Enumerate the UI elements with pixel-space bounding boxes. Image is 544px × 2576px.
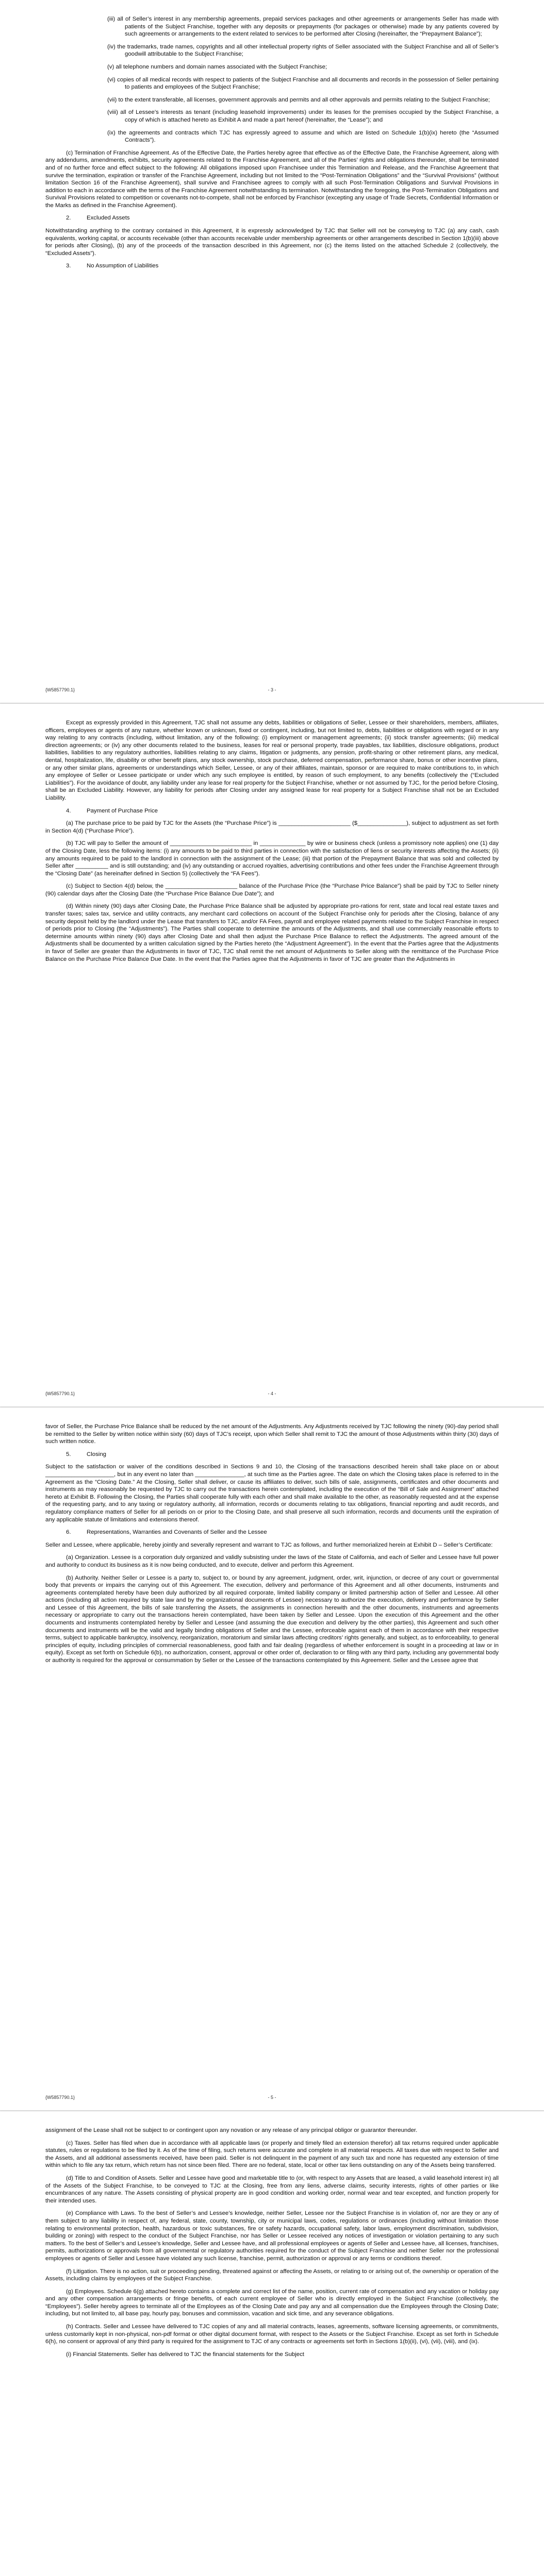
page-body <box>45 719 499 968</box>
paragraph: (c) Subject to Section 4(d) below, the ______________________ balance of the Purchase Price (the “Purchase Price Balance”) shall be paid by TJC to Seller ninety (90) calendar days after the Closing Date (the “Purchase Price Balance Due Date”); and <box>45 883 499 897</box>
paragraph: (iv) the trademarks, trade names, copyrights and all other intellectual property rights of Seller associated with the Subject Franchise and all of Seller’s goodwill attributable to the Subject Franchise; <box>107 43 499 58</box>
paragraph: (iii) all of Seller’s interest in any membership agreements, prepaid services packages and other agreements or arrangements Seller has made with patients of the Subject Franchise, together with any deposits or prepayments (for packages or otherwise) made by any patients covered by such agreements or arrangements to the extent related to services to be performed after Closing (hereinafter, the “Prepayment Balance”); <box>107 16 499 38</box>
section-heading: 4. Payment of Purchase Price <box>66 807 158 814</box>
paragraph: Subject to the satisfaction or waiver of the conditions described in Sections 9 and 10, the Closing of the transactions described herein shall take place on or about _____________________, but in any event no later than _______________, at such time as the Parties agree. The date on which the Closing takes place is referred to in the Agreement as the “Closing Date.” At the Closing, Seller shall deliver, or cause its affiliates to deliver, such bills of sale, assignments, certificates and other documents and instruments as may reasonably be requested by TJC to carry out the transactions herein contemplated, including the execution of the “Bill of Sale and Assignment” attached hereto at Exhibit B. Following the Closing, the Parties shall cooperate fully with each other and shall make available to the other, as reasonably requested and at the expense of the requesting party, and to any taxing or regulatory authority, all information, records or documents relating to tax obligations, financial reporting and audit records, and regulatory compliance matters of Seller for all periods on or prior to the Closing Date, and shall preserve all such information, records and documents until the expiration of any applicable statute of limitations and extensions thereof. <box>45 1464 499 1523</box>
paragraph: (d) Within ninety (90) days after Closing Date, the Purchase Price Balance shall be adjusted by appropriate pro-rations for rent, state and local real estate taxes and transfer taxes; sales tax, service and utility contracts, any merchant card collections on account of the Subject Franchise only for periods after the Closing, balance of any security deposit held by the landlord under the Lease that transfers to TJC, and/or FA Fees, payroll and employee related payments related to the Subject Franchise in respect of periods prior to Closing (the “Adjustments”). The Parties shall cooperate to determine the amounts of the Adjustments, and shall use commercially reasonable efforts to determine amounts within ninety (90) days after Closing Date and shall then adjust the Purchase Price Balance to reflect the Adjustments. The agreed amount of the Adjustments shall be documented by a written calculation signed by the Parties hereto (the “Adjustment Agreement”). In the event that the Parties agree that the Adjustments in favor of Seller are greater than the Adjustments in favor of TJC, TJC shall remit the net amount of Adjustments to Seller along with the remittance of the Purchase Price Balance on the Purchase Price Balance Due Date. In the event that the Parties agree that the Adjustments in favor of TJC are greater than the Adjustments in <box>45 903 499 962</box>
paragraph: (v) all telephone numbers and domain names associated with the Subject Franchise; <box>107 63 327 70</box>
paragraph: (b) TJC will pay to Seller the amount of _________________________ in ______________ by wire or business check (unless a promissory note applies) one (1) day of the Closing Date, less the following items: (i) any amounts to be paid to third parties in connection with the satisfaction of liens or security interests affecting the Assets; (ii) any amounts required to be paid to the landlord in connection with the assignment of the Lease; (iii) that portion of the Prepayment Balance that was sold and collected by Seller after __________ and is still outstanding; and (iv) any outstanding or accrued royalties, advertising contributions and other fees under the Franchise Agreement through the “Closing Date” (as hereinafter defined in Section 5) (collectively the “FA Fees”). <box>45 840 499 877</box>
paragraph: Except as expressly provided in this Agreement, TJC shall not assume any debts, liabilities or obligations of Seller, Lessee or their shareholders, members, affiliates, officers, employees or agents of any nature, whether known or unknown, fixed or contingent, including, but not limited to, debts, liabilities or obligations with regard or in any way relating to any contracts (including, without limitation, any of the following: (i) employment or management agreements; (ii) stock transfer agreements; (iii) medical direction agreements; or (iv) any other documents related to the business, leases for real or personal property, trade payables, tax liabilities, disclosure obligations, product liabilities, liabilities to any regulatory authorities, liabilities relating to any claims, litigation or judgments, any pension, profit-sharing or other retirement plans, any medical, dental, hospitalization, life, disability or other benefit plans, any stock ownership, stock purchase, deferred compensation, performance share, bonus or other incentive plans, or any other similar plans, agreements or understandings which Seller, Lessee, or any of their affiliates, maintain, sponsor or are required to make contributions to, in which any employee of Seller or Lessee participate or under which any such employee is entitled, by reason of such employment, to any benefits (collectively the (“Excluded Liabilities”). For the avoidance of doubt, any liability under any lease for real property for the Subject Franchise, whether or not assumed by TJC, for the period before Closing, shall be an Excluded Liability. However, any liability for periods after Closing under any assigned lease for real property for a Subject Franchise shall not be an Excluded Liability. <box>45 720 499 801</box>
document-id: {W5857790.1} <box>45 687 75 692</box>
document-page-2 <box>0 704 544 1406</box>
paragraph: favor of Seller, the Purchase Price Balance shall be reduced by the net amount of the Adjustments. Any Adjustments received by TJC following the ninety (90)-day period shall be remitted to the Seller by written notice within sixty (60) days of TJC’s receipt, upon which Seller shall remit to TJC the amount of those Adjustments within thirty (30) days of such written notice. <box>45 1423 499 1445</box>
page-footer <box>45 687 499 692</box>
document-page-3 <box>0 1408 544 2110</box>
paragraph: (c) Termination of Franchise Agreement. As of the Effective Date, the Parties hereby agree that effective as of the Effective Date, the Franchise Agreement, along with any addendums, amendments, exhibits, security agreements related to the Franchise Agreement, and all of the Parties’ rights and obligations thereunder, shall be terminated and of no further force and effect subject to the following: All obligations imposed upon Franchisee under this Termination and Release, and the Franchise Agreement that survive the termination, expiration or transfer of the Franchise Agreement, including but not limited to the “Post-Termination Obligations” and the “Survival Provisions” (without limitation Section 16 of the Franchise Agreement), shall survive and Franchisee agrees to comply with all such Post-Termination Obligations and Survival Provisions in addition to each in accordance with the terms of the Franchise Agreement notwithstanding its termination. Notwithstanding the foregoing, the Post-Termination Obligations and Survival Provisions related to competition or covenants not-to-compete, shall not be enforced by Franchisor (excepting any usage of Trade Secrets, Confidential Information or the Marks as defined in the Franchise Agreement). <box>45 149 499 209</box>
section-heading: 6. Representations, Warranties and Covenants of Seller and the Lessee <box>66 1529 267 1536</box>
section-heading: 2. Excluded Assets <box>66 215 130 222</box>
page-body <box>45 1423 499 1670</box>
paragraph: (e) Compliance with Laws. To the best of Seller’s and Lessee’s knowledge, neither Seller, Lessee nor the Subject Franchise is in violation of, nor are they or any of them subject to any liability in respect of, any federal, state, county, township, city or municipal laws, codes, regulations or ordinances (including without limitation those relating to environmental protection, health, hazardous or toxic substances, fire or safety hazards, occupational safety, labor laws, employment discrimination, subdivision, building or zoning) with respect to the conduct of the Subject Franchise, nor has Seller or Lessee received any notices of investigation or violation pertaining to any such matters. To the best of Seller’s and Lessee’s knowledge, Seller and Lessee have, and all professional employees or agents of Seller and Lessee have, all licenses, franchises, permits, authorizations or approvals from all governmental or regulatory authorities required for the conduct of the Subject Franchise and neither Seller nor the professional employees or agents of Seller and Lessee have violated any such license, franchise, permit, authorization or approval or any terms or conditions thereof. <box>45 2210 499 2262</box>
page-number: - 5 - <box>268 2095 276 2100</box>
paragraph: (vi) copies of all medical records with respect to patients of the Subject Franchise and all documents and records in the possession of Seller pertaining to patients and employees of the Subject Franchise; <box>107 76 499 91</box>
page-footer <box>45 1391 499 1396</box>
paragraph: (a) The purchase price to be paid by TJC for the Assets (the “Purchase Price”) is ______________________ ($_______________), subject to adjustment as set forth in Section 4(d) (“Purchase Price”). <box>45 820 499 834</box>
document-id: {W5857790.1} <box>45 1391 75 1396</box>
document-page-1 <box>0 0 544 703</box>
paragraph: Notwithstanding anything to the contrary contained in this Agreement, it is expressly acknowledged by TJC that Seller will not be conveying to TJC (a) any cash, cash equivalents, working capital, or accounts receivable (other than accounts receivable under membership agreements or other arrangements described in Section 1(b)(iii) above for periods after Closing), (b) any of the proceeds of the transaction described in this Agreement, nor (c) the items listed on the attached Schedule 2 (collectively, the “Excluded Assets”). <box>45 228 499 257</box>
paragraph: (b) Authority. Neither Seller or Lessee is a party to, subject to, or bound by any agreement, judgment, order, writ, injunction, or decree of any court or governmental body that prevents or impairs the carrying out of this Agreement. The execution, delivery and performance of this Agreement and all other documents, instruments and agreements contemplated hereby have been duly authorized by all required corporate, limited liability company or limited partnership action of Seller and Lessee. All other actions (including all action required by state law and by the organizational documents of Lessee) necessary to authorize the execution, delivery and performance by Seller and Lessee of this Agreement, the bills of sale transferring the Assets, the assignments in connection herewith and the other documents, instruments and agreements necessary or appropriate to carry out the transactions herein contemplated, have been taken by Seller and Lessee. Upon the execution of this Agreement and the other documents and instruments contemplated hereby by Seller and Lessee (and assuming the due execution and delivery by the other parties), this Agreement and such other documents and instruments will be the valid and legally binding obligations of Seller and the Lessee, enforceable against each of them in accordance with their respective terms, subject to applicable bankruptcy, insolvency, reorganization, moratorium and similar laws affecting creditors’ rights generally, and subject, as to enforceability, to general principles of equity, including principles of commercial reasonableness, good faith and fair dealing (regardless of whether enforcement is sought in a proceeding at law or in equity). Except as set forth on Schedule 6(b), no authorization, consent, approval or other order of, declaration to or filing with any third party, including any governmental body or authority is required for the approval or consummation by Seller or the Lessee of the transactions contemplated by this Agreement. Seller and the Lessee agree that <box>45 1574 499 1664</box>
page-footer <box>45 2095 499 2100</box>
paragraph: (d) Title to and Condition of Assets. Seller and Lessee have good and marketable title to (or, with respect to any Assets that are leased, a valid leasehold interest in) all of the Assets of the Subject Franchise, to be conveyed to TJC at the Closing, free from any liens, adverse claims, security interests, rights of other parties or like encumbrances of any nature. The Assets consisting of physical property are in good condition and working order, normal wear and tear excepted, and function properly for their intended uses. <box>45 2175 499 2204</box>
paragraph: (ix) the agreements and contracts which TJC has expressly agreed to assume and which are listed on Schedule 1(b)(ix) hereto (the “Assumed Contracts”). <box>107 129 499 144</box>
paragraph: (f) Litigation. There is no action, suit or proceeding pending, threatened against or affecting the Assets, or relating to or arising out of, the ownership or operation of the Assets, including claims by employees of the Subject Franchise. <box>45 2268 499 2282</box>
section-heading: 3. No Assumption of Liabilities <box>66 263 159 269</box>
page-number: - 3 - <box>268 687 276 692</box>
paragraph: (h) Contracts. Seller and Lessee have delivered to TJC copies of any and all material contracts, leases, agreements, software licensing agreements, or commitments, unless customarily kept in non-physical, non-pdf format or other digital document format, with respect to the Assets or the Subject Franchise. Except as set forth in Schedule 6(h), no consent or approval of any third party is required for the assignment to TJC of any contracts or agreements set forth in Sections 1(b)(ii), (vi), (vii), (viii), and (ix). <box>45 2324 499 2345</box>
document-page-4 <box>0 2111 544 2576</box>
page-body <box>45 2127 499 2363</box>
section-heading: 5. Closing <box>66 1451 106 1458</box>
paragraph: (c) Taxes. Seller has filed when due in accordance with all applicable laws (or properly and timely filed an extension therefor) all tax returns required under applicable statutes, rules or regulations to be filed by it. As of the time of filing, such returns were accurate and complete in all material respects. All taxes due with respect to Seller and the Assets, and all additional assessments received, have been paid. Seller is not delinquent in the payment of any such tax and none has requested any extension of time within which to file any tax return, which return has not since been filed. There are no federal, state, local or other tax liens outstanding on any of the Assets being transferred. <box>45 2140 499 2169</box>
page-body <box>45 15 499 275</box>
document-id: {W5857790.1} <box>45 2095 75 2100</box>
paragraph: (vii) to the extent transferable, all licenses, government approvals and permits and all other approvals and permits relating to the Subject Franchise; <box>107 96 490 103</box>
paragraph: Seller and Lessee, where applicable, hereby jointly and severally represent and warrant to TJC as follows, and further memorialized herein at Exhibit D – Seller’s Certificate: <box>45 1541 493 1548</box>
paragraph: (viii) all of Lessee’s interests as tenant (including leasehold improvements) under its leases for the premises occupied by the Subject Franchise, a copy of which is attached hereto as Exhibit A and made a part hereof (hereinafter, the “Lease”); and <box>107 109 499 123</box>
paragraph: (a) Organization. Lessee is a corporation duly organized and validly subsisting under the laws of the State of California, and each of Seller and Lessee have full power and authority to conduct its business as it is now being conducted, and to execute, deliver and perform this Agreement. <box>45 1554 499 1568</box>
paragraph: (g) Employees. Schedule 6(g) attached hereto contains a complete and correct list of the name, position, current rate of compensation and any vacation or holiday pay and any other compensation arrangements or fringe benefits, of each current employee of Seller who is directly employed in the Subject Franchise (collectively, the “Employees”). Seller hereby agrees to terminate all of the Employees as of the Closing Date and pay any and all compensation due the Employees through the Closing Date; including, but not limited to, all base pay, hourly pay, bonuses and commission, vacation and sick time, and any severance obligations. <box>45 2288 499 2317</box>
paragraph: assignment of the Lease shall not be subject to or contingent upon any novation or any release of any principal obligor or guarantor thereunder. <box>45 2127 418 2133</box>
page-number: - 4 - <box>268 1391 276 1396</box>
paragraph: (i) Financial Statements. Seller has delivered to TJC the financial statements for the Subject <box>66 2351 304 2358</box>
